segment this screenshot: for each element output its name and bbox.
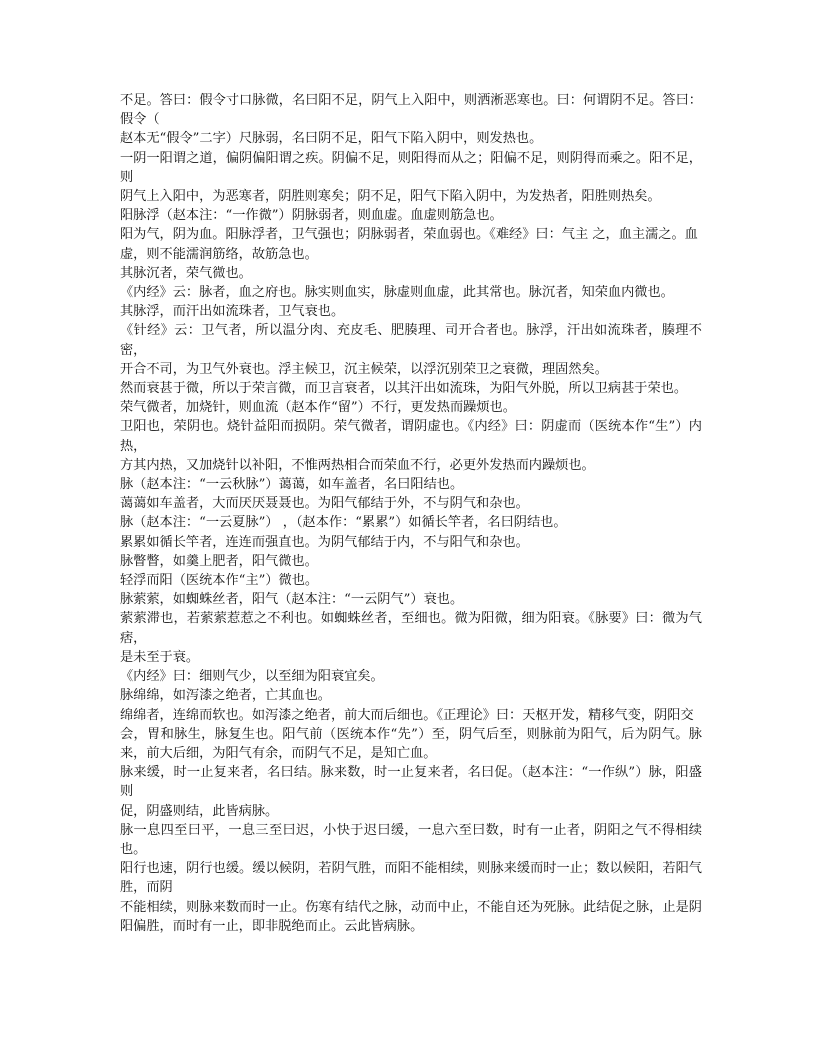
text-line: 脉瞥瞥，如羹上肥者，阳气微也。 bbox=[120, 553, 318, 569]
text-line: 脉（赵本注：“一云秋脉”）蔼蔼，如车盖者，名曰阳结也。 bbox=[120, 477, 464, 493]
text-line: 绵绵者，连绵而软也。如泻漆之绝者，前大而后细也。《正理论》曰：天枢开发，精移气变，阴阳交 bbox=[120, 707, 694, 723]
text-line: 其脉浮，而汗出如流珠者，卫气衰也。 bbox=[120, 304, 345, 320]
text-line: 虚，则不能濡润筋络，故筋急也。 bbox=[120, 246, 318, 262]
text-line: 《内经》曰：细则气少，以至细为阳衰宜矣。 bbox=[120, 669, 384, 685]
text-line: 《内经》云：脉者，血之府也。脉实则血实，脉虚则血虚，此其常也。脉沉者，知荣血内微也。 bbox=[120, 285, 674, 301]
text-line: 脉（赵本注：“一云夏脉”） ，（赵本作：“累累”）如循长竿者，名曰阴结也。 bbox=[120, 515, 567, 531]
text-line: 是未至于衰。 bbox=[120, 649, 200, 665]
text-line: 阳行也速，阴行也缓。缓以候阴，若阴气胜，而阳不能相续，则脉来缓而时一止；数以候阳，若阳气胜，而阴 bbox=[120, 861, 702, 896]
text-line: 脉绵绵，如泻漆之绝者，亡其血也。 bbox=[120, 688, 331, 704]
text-line: 会，胃和脉生，脉复生也。阳气前（医统本作“先”）至，阴气后至，则脉前为阳气，后为阴气。脉来，前大后细，为阳气有余，而阴气不足，是知亡血。 bbox=[120, 726, 702, 761]
text-line: 其脉沉者，荣气微也。 bbox=[120, 265, 252, 281]
document-page bbox=[120, 91, 702, 936]
text-line: 卫阳也，荣阴也。烧针益阳而损阴。荣气微者，谓阴虚也。《内经》曰：阴虚而（医统本作“生”）内热， bbox=[120, 419, 702, 454]
text-line: 脉一息四至曰平，一息三至曰迟，小快于迟曰缓，一息六至曰数，时有一止者，阴阳之气不得相续也。 bbox=[120, 822, 702, 857]
text-line: 方其内热，又加烧针以补阳，不惟两热相合而荣血不行，必更外发热而内躁烦也。 bbox=[120, 457, 595, 473]
text-line: 赵本无“假令”二字）尺脉弱，名曰阴不足，阳气下陷入阴中，则发热也。 bbox=[120, 131, 543, 147]
text-line: 萦萦滞也，若萦萦惹惹之不利也。如蜘蛛丝者，至细也。微为阳微，细为阳衰。《脉要》曰：微为气痞， bbox=[120, 611, 702, 646]
text-line: 然而衰甚于微，所以于荣言微，而卫言衰者，以其汗出如流珠，为阳气外脱，所以卫病甚于荣也。 bbox=[120, 381, 688, 397]
text-line: 轻浮而阳（医统本作“主”）微也。 bbox=[120, 573, 319, 589]
text-line: 一阴一阳谓之道，偏阴偏阳谓之疾。阴偏不足，则阳得而从之；阳偏不足，则阴得而乘之。阳不足，则 bbox=[120, 150, 702, 185]
text-line: 不足。答曰：假令寸口脉微，名曰阳不足，阴气上入阳中，则洒淅恶寒也。曰：何谓阴不足。答曰：假令（ bbox=[120, 93, 702, 128]
text-line: 荣气微者，加烧针，则血流（赵本作“留”）不行，更发热而躁烦也。 bbox=[120, 400, 516, 416]
text-line: 阳为气，阴为血。阳脉浮者，卫气强也；阴脉弱者，荣血弱也。《难经》曰：气主 之，血主濡之。血 bbox=[120, 227, 698, 243]
text-line: 蔼蔼如车盖者，大而厌厌聂聂也。为阳气郁结于外，不与阴气和杂也。 bbox=[120, 496, 529, 512]
text-line: 累累如循长竿者，连连而强直也。为阴气郁结于内，不与阳气和杂也。 bbox=[120, 534, 529, 550]
text-line: 阳脉浮（赵本注：“一作微”）阴脉弱者，则血虚。血虚则筋急也。 bbox=[120, 208, 503, 224]
text-line: 开合不司，为卫气外衰也。浮主候卫，沉主候荣，以浮沉别荣卫之衰微，理固然矣。 bbox=[120, 361, 608, 377]
text-line: 不能相续，则脉来数而时一止。伤寒有结代之脉，动而中止，不能自还为死脉。此结促之脉，止是阴阳偏胜，而时有一止，即非脱绝而止。云此皆病脉。 bbox=[120, 899, 702, 934]
text-line: 脉来缓，时一止复来者，名曰结。脉来数，时一止复来者，名曰促。（赵本注：“一作纵”）脉，阳盛则 bbox=[120, 765, 702, 800]
text-line: 阴气上入阳中，为恶寒者，阴胜则寒矣；阴不足，阳气下陷入阴中，为发热者，阳胜则热矣。 bbox=[120, 189, 661, 205]
text-line: 脉萦萦，如蜘蛛丝者，阳气（赵本注：“一云阴气”）衰也。 bbox=[120, 592, 464, 608]
text-line: 促，阴盛则结，此皆病脉。 bbox=[120, 803, 279, 819]
text-line: 《针经》云：卫气者，所以温分肉、充皮毛、肥腠理、司开合者也。脉浮，汗出如流珠者，腠理不密， bbox=[120, 323, 702, 358]
